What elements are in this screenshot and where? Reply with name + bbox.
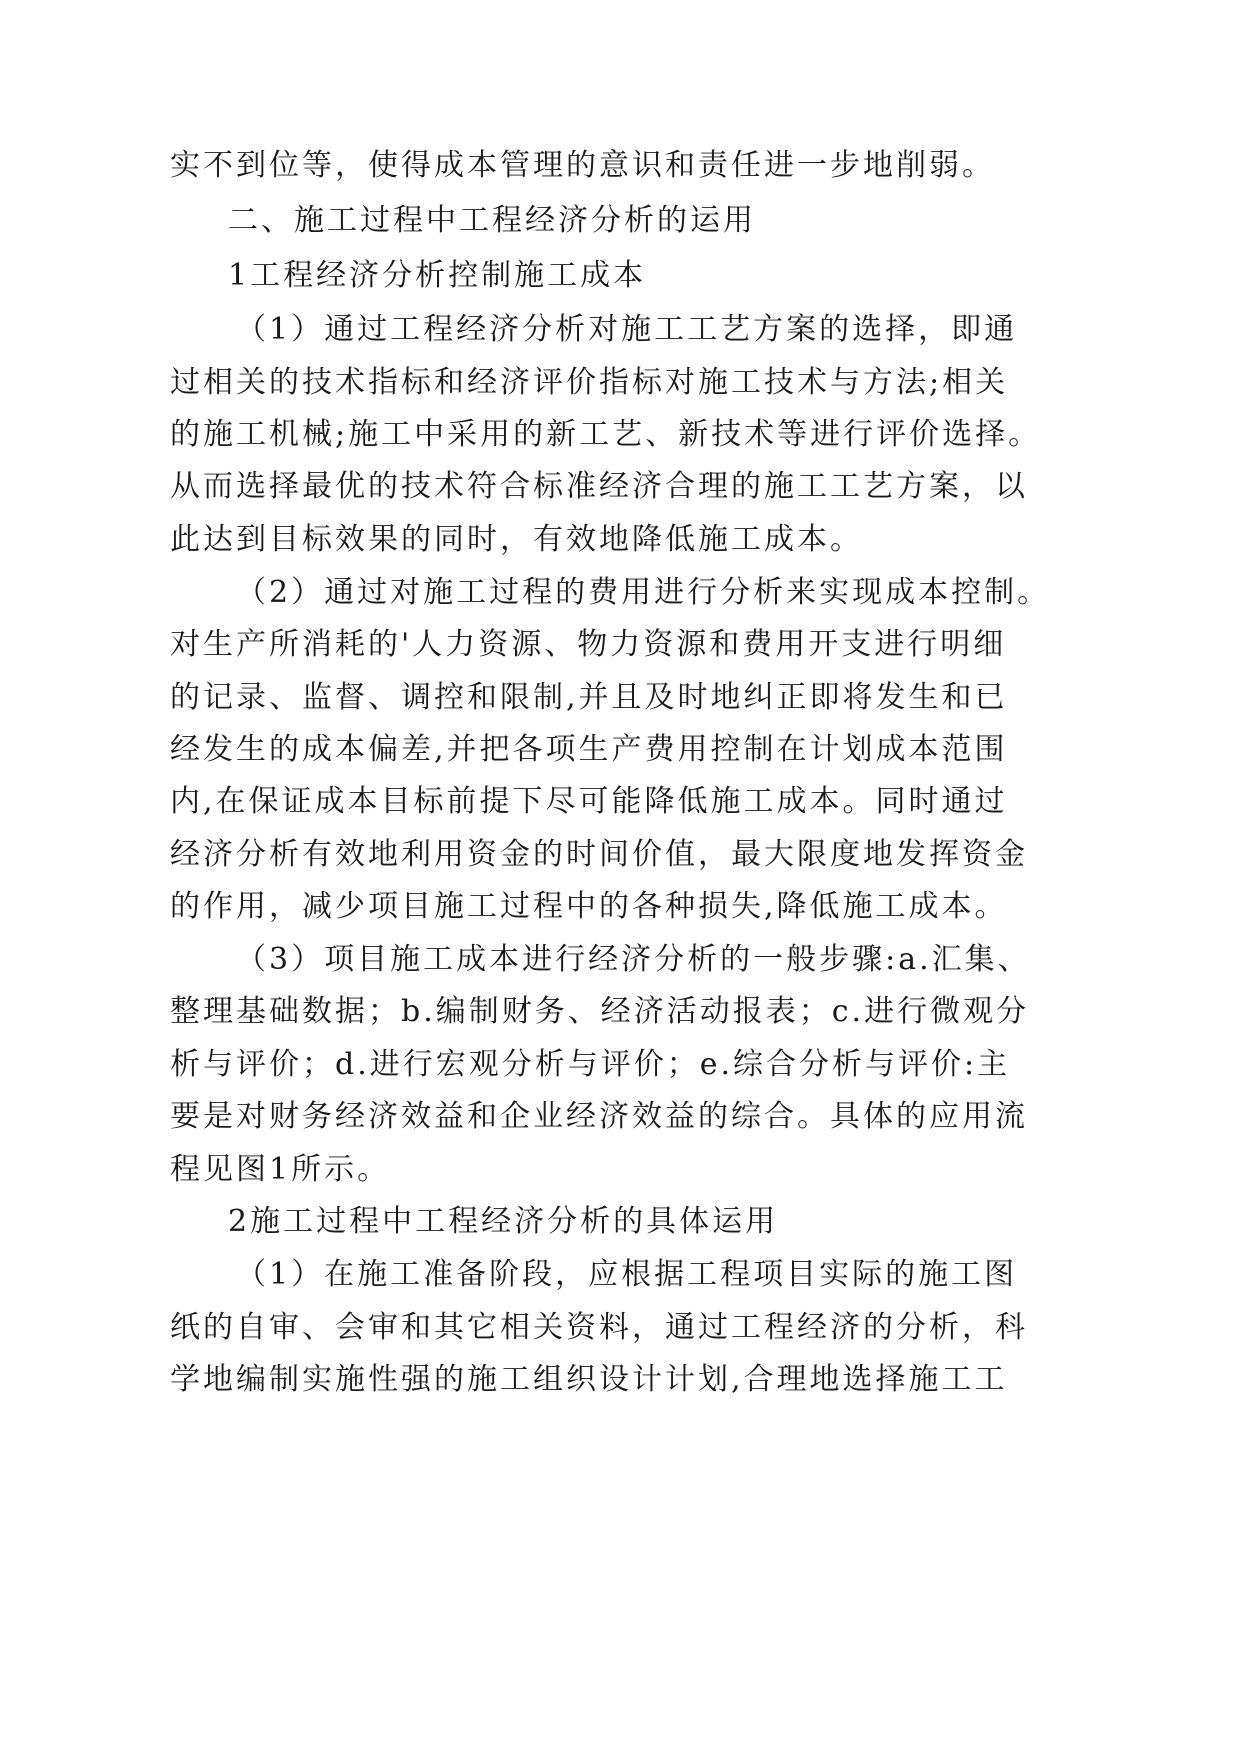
text-line: 从而选择最优的技术符合标准经济合理的施工工艺方案，以: [170, 469, 1028, 504]
text-line: 经发生的成本偏差,并把各项生产费用控制在计划成本范围: [170, 732, 1008, 767]
text-line: 要是对财务经济效益和企业经济效益的综合。具体的应用流: [170, 1099, 1028, 1134]
text-line: （1）在施工准备阶段，应根据工程项目实际的施工图: [236, 1257, 1018, 1292]
subsection-heading: 2施工过程中工程经济分析的具体运用: [228, 1204, 779, 1239]
text-line: 此达到目标效果的同时，有效地降低施工成本。: [170, 522, 863, 557]
text-line: （3）项目施工成本进行经济分析的一般步骤:a.汇集、: [236, 942, 1031, 977]
text-line: 整理基础数据；b.编制财务、经济活动报表；c.进行微观分: [170, 994, 1030, 1029]
text-line: 的作用，减少项目施工过程中的各种损失,降低施工成本。: [170, 889, 1008, 924]
text-line: 纸的自审、会审和其它相关资料，通过工程经济的分析，科: [170, 1310, 1028, 1345]
text-line: （2）通过对施工过程的费用进行分析来实现成本控制。: [236, 575, 1051, 610]
subsection-heading: 1工程经济分析控制施工成本: [228, 258, 647, 293]
text-line: 析与评价；d.进行宏观分析与评价；e.综合分析与评价:主: [170, 1047, 1011, 1082]
text-line: 实不到位等，使得成本管理的意识和责任进一步地削弱。: [170, 148, 995, 183]
text-line: 经济分析有效地利用资金的时间价值，最大限度地发挥资金: [170, 837, 1028, 872]
text-line: （1）通过工程经济分析对施工工艺方案的选择，即通: [236, 312, 1018, 347]
text-line: 的记录、监督、调控和限制,并且及时地纠正即将发生和已: [170, 680, 1008, 715]
text-line: 内,在保证成本目标前提下尽可能降低施工成本。同时通过: [170, 784, 1008, 819]
text-line: 对生产所消耗的'人力资源、物力资源和费用开支进行明细: [170, 627, 1007, 662]
text-line: 学地编制实施性强的施工组织设计计划,合理地选择施工工: [170, 1362, 1008, 1397]
section-heading: 二、施工过程中工程经济分析的运用: [228, 203, 756, 238]
text-line: 程见图1所示。: [170, 1152, 391, 1187]
text-line: 过相关的技术指标和经济评价指标对施工技术与方法;相关: [170, 365, 1009, 400]
text-line: 的施工机械;施工中采用的新工艺、新技术等进行评价选择。: [170, 417, 1042, 452]
